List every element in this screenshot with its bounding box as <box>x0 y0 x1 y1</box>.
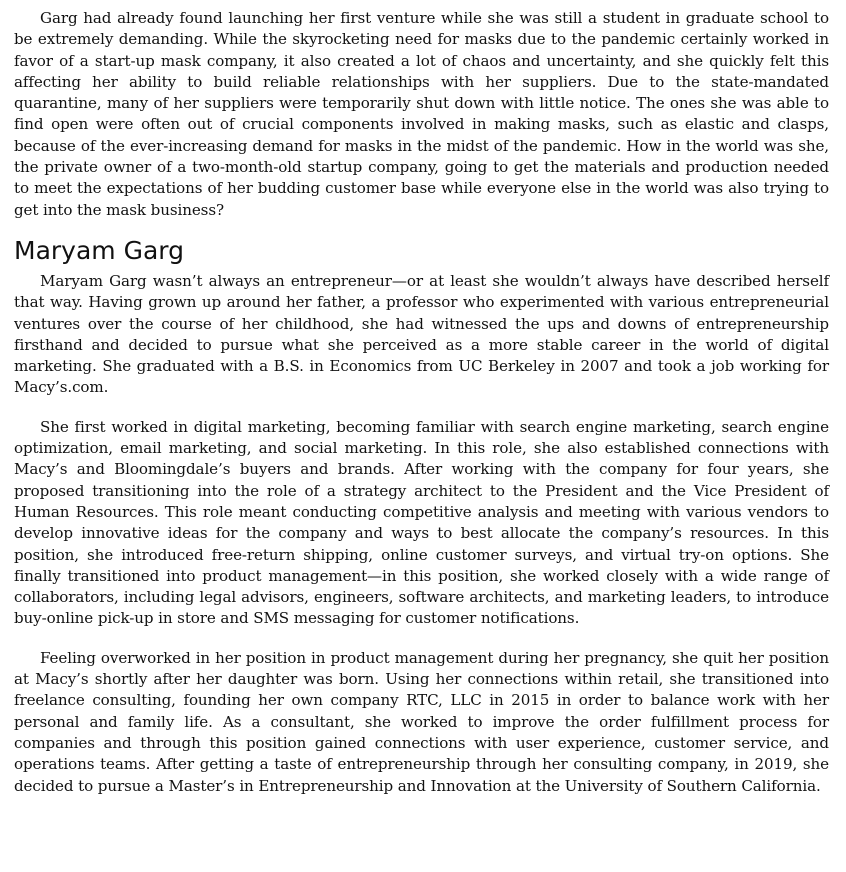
body-paragraph-1: Maryam Garg wasn’t always an entrepreneur—or at least she wouldn’t always have described herself that way. Having grown up around her father, a professor who experimented with various entrepreneurial ventures over the course of her childhood, she had witnessed the ups and downs of entrepreneurship firsthand and decided to pursue what she perceived as a more stable career in the world of digital marketing. She graduated with a B.S. in Economics from UC Berkeley in 2007 and took a job working for Macy’s.com. <box>14 271 829 397</box>
intro-paragraph: Garg had already found launching her first venture while she was still a student in graduate school to be extremely demanding. While the skyrocketing need for masks due to the pandemic certainly worked in favor of a start-up mask company, it also created a lot of chaos and uncertainty, and she quickly felt this affecting her ability to build reliable relationships with her suppliers. Due to the state-mandated quarantine, many of her suppliers were temporarily shut down with little notice. The ones she was able to find open were often out of crucial components involved in making masks, such as elastic and clasps, because of the ever-increasing demand for masks in the midst of the pandemic. How in the world was she, the private owner of a two-month-old startup company, going to get the materials and production needed to meet the expectations of her budding customer base while everyone else in the world was also trying to get into the mask business? <box>14 9 829 219</box>
body-paragraph-2: She first worked in digital marketing, becoming familiar with search engine marketing, search engine optimization, email marketing, and social marketing. In this role, she also established connections with Macy’s and Bloomingdale’s buyers and brands. After working with the company for four years, she proposed transitioning into the role of a strategy architect to the President and the Vice President of Human Resources. This role meant conducting competitive analysis and meeting with various vendors to develop innovative ideas for the company and ways to best allocate the company’s resources. In this position, she introduced free-return shipping, online customer surveys, and virtual try-on options. She finally transitioned into product management—in this position, she worked closely with a wide range of collaborators, including legal advisors, engineers, software architects, and marketing leaders, to introduce buy-online pick-up in store and SMS messaging for customer notifications. <box>14 417 829 628</box>
section-heading: Maryam Garg <box>14 235 184 265</box>
body-paragraph-3: Feeling overworked in her position in product management during her pregnancy, she quit her position at Macy’s shortly after her daughter was born. Using her connections within retail, she transitioned into freelance consulting, founding her own company RTC, LLC in 2015 in order to balance work with her personal and family life. As a consultant, she worked to improve the order fulfillment process for companies and through this position gained connections with user experience, customer service, and operations teams. After getting a taste of entrepreneurship through her consulting company, in 2019, she decided to pursue a Master’s in Entrepreneurship and Innovation at the University of Southern California. <box>14 648 829 795</box>
document-page <box>14 8 829 797</box>
